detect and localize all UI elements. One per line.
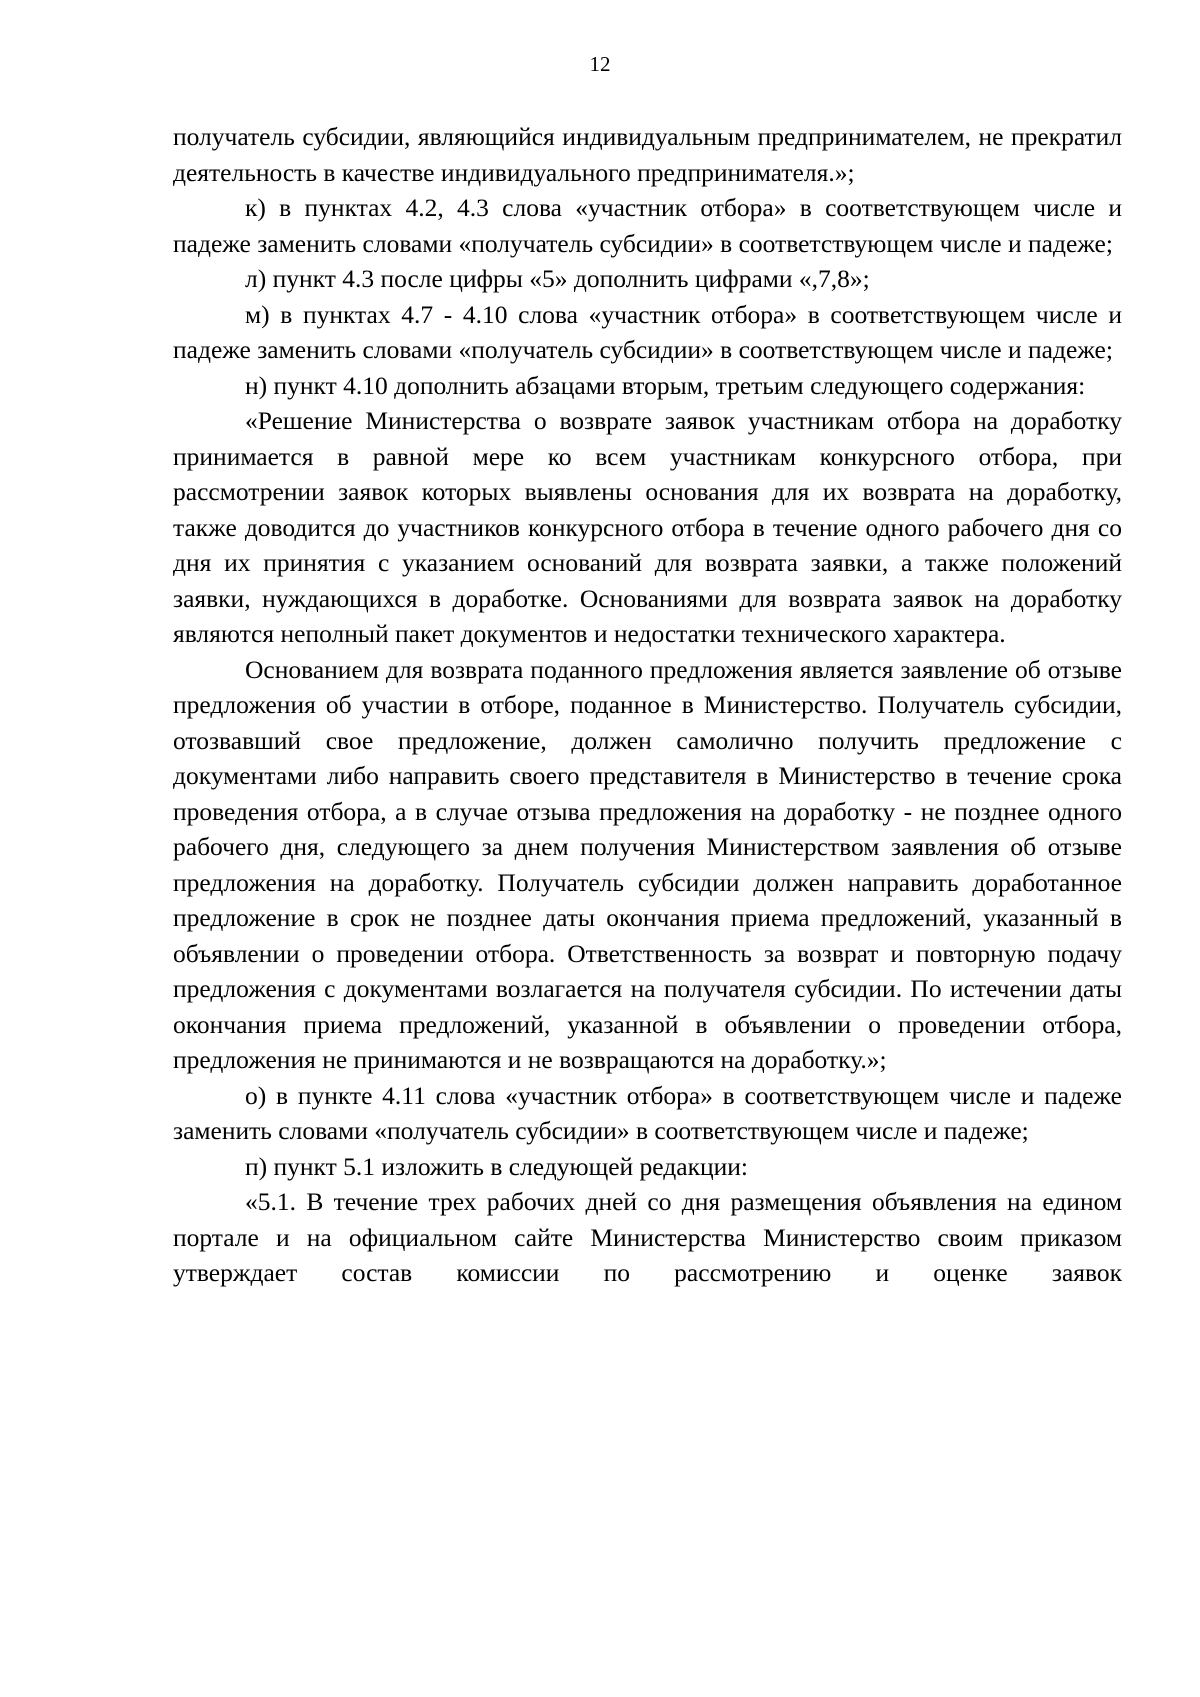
- paragraph-continuation: получатель субсидии, являющийся индивидуальным предпринимателем, не прекратил деятельность в качестве индивидуального предпринимателя.»;: [173, 122, 1122, 187]
- document-body: [173, 119, 1122, 1291]
- paragraph-item-k: к) в пунктах 4.2, 4.3 слова «участник отбора» в соответствующем числе и падеже заменить словами «получатель субсидии» в соответствующем числе и падеже;: [173, 193, 1122, 258]
- paragraph-item-m: м) в пунктах 4.7 - 4.10 слова «участник отбора» в соответствующем числе и падеже заменить словами «получатель субсидии» в соответствующем числе и падеже;: [173, 299, 1122, 364]
- paragraph-item-n: н) пункт 4.10 дополнить абзацами вторым, третьим следующего содержания:: [245, 370, 1086, 400]
- paragraph-item-l: л) пункт 4.3 после цифры «5» дополнить цифрами «,7,8»;: [245, 264, 870, 293]
- paragraph-quoted-decision: «Решение Министерства о возврате заявок участникам отбора на доработку принимается в равной мере ко всем участникам конкурсного отбора, при рассмотрении заявок которых выявлены основания для их возврата на доработку, также доводится до участников конкурсного отбора в течение одного рабочего дня со дня их принятия с указанием оснований для возврата заявки, а также положений заявки, нуждающихся в доработке. Основаниями для возврата заявок на доработку являются неполный пакет документов и недостатки технического характера.: [173, 406, 1122, 648]
- paragraph-return-grounds: Основанием для возврата поданного предложения является заявление об отзыве предложения об участии в отборе, поданное в Министерство. Получатель субсидии, отозвавший свое предложение, должен самолично получить предложение с документами либо направить своего представителя в Министерство в течение срока проведения отбора, а в случае отзыва предложения на доработку - не позднее одного рабочего дня, следующего за днем получения Министерством заявления об отзыве предложения на доработку. Получатель субсидии должен направить доработанное предложение в срок не позднее даты окончания приема предложений, указанный в объявлении о проведении отбора. Ответственность за возврат и повторную подачу предложения с документами возлагается на получателя субсидии. По истечении даты окончания приема предложений, указанной в объявлении о проведении отбора, предложения не принимаются и не возвращаются на доработку.»;: [173, 654, 1122, 1074]
- paragraph-quoted-5-1: «5.1. В течение трех рабочих дней со дня размещения объявления на едином портале и на официальном сайте Министерства Министерство своим приказом утверждает состав комиссии по рассмотрению и оценке заявок: [173, 1187, 1122, 1287]
- paragraph-item-p: п) пункт 5.1 изложить в следующей редакции:: [245, 1151, 748, 1181]
- page-number: 12: [589, 52, 611, 76]
- paragraph-item-o: о) в пункте 4.11 слова «участник отбора» в соответствующем числе и падеже заменить словами «получатель субсидии» в соответствующем числе и падеже;: [173, 1080, 1122, 1145]
